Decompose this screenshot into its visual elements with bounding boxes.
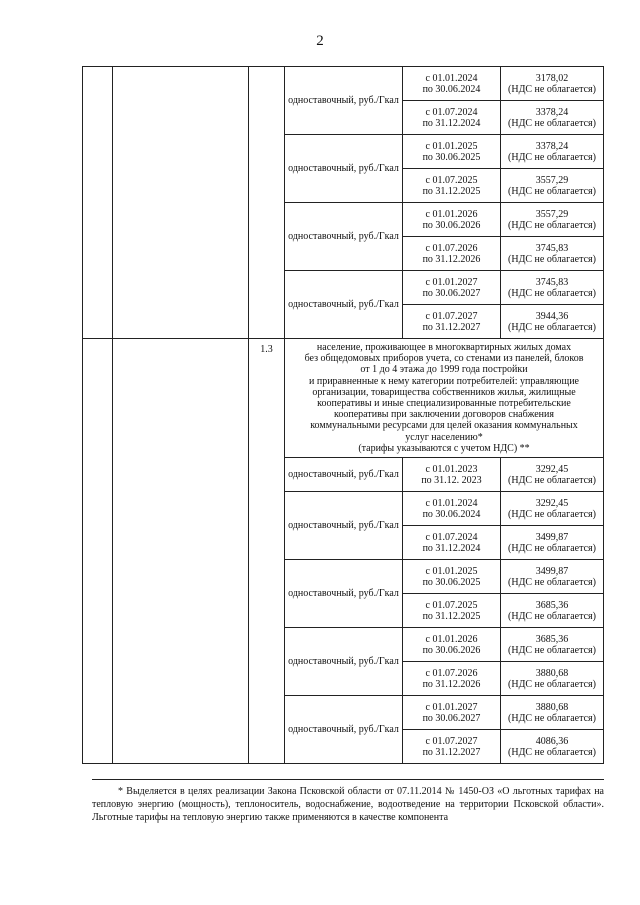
period-cell <box>403 594 501 628</box>
vat-note: (НДС не облагается) <box>508 576 596 588</box>
vat-note: (НДС не облагается) <box>508 287 596 299</box>
tariff-value: 3685,36 <box>535 633 569 645</box>
value-cell <box>501 271 604 305</box>
tariff-row <box>83 67 604 101</box>
period-cell <box>403 458 501 492</box>
period-cell <box>403 203 501 237</box>
period-from: с 01.07.2026 <box>425 242 478 254</box>
value-cell <box>501 101 604 135</box>
tariff-group-b <box>83 339 604 764</box>
value-cell <box>501 696 604 730</box>
vat-note: (НДС не облагается) <box>508 644 596 656</box>
vat-note: (НДС не облагается) <box>508 253 596 265</box>
rate-type: одноставочный, руб./Гкал <box>285 271 403 339</box>
description-line: и приравненные к нему категории потребителей: управляющие <box>309 375 579 387</box>
description-line: кооперативы при заключении договоров снабжения <box>334 409 554 421</box>
description-line: (тарифы указываются с учетом НДС) ** <box>358 442 530 454</box>
period-to: по 30.06.2026 <box>422 219 481 231</box>
period-cell <box>403 67 501 101</box>
vat-note: (НДС не облагается) <box>508 508 596 520</box>
vat-note: (НДС не облагается) <box>508 474 596 486</box>
period-from: с 01.07.2027 <box>425 735 478 747</box>
period-from: с 01.01.2027 <box>425 701 478 713</box>
period-cell <box>403 560 501 594</box>
tariff-value: 3944,36 <box>535 310 569 322</box>
value-cell <box>501 169 604 203</box>
rate-type: одноставочный, руб./Гкал <box>285 696 403 764</box>
value-cell <box>501 628 604 662</box>
vat-note: (НДС не облагается) <box>508 117 596 129</box>
value-cell <box>501 458 604 492</box>
tariff-value: 3378,24 <box>535 140 569 152</box>
tariff-value: 3499,87 <box>535 531 569 543</box>
tariff-value: 3880,68 <box>535 667 569 679</box>
tariff-value: 4086,36 <box>535 735 569 747</box>
rate-type: одноставочный, руб./Гкал <box>285 203 403 271</box>
value-cell <box>501 492 604 526</box>
period-from: с 01.01.2027 <box>425 276 478 288</box>
period-cell <box>403 696 501 730</box>
tariff-value: 3292,45 <box>535 497 569 509</box>
vat-note: (НДС не облагается) <box>508 542 596 554</box>
period-to: по 31.12. 2023 <box>421 474 482 486</box>
period-to: по 30.06.2027 <box>422 287 481 299</box>
tariff-value: 3378,24 <box>535 106 569 118</box>
period-to: по 30.06.2025 <box>422 576 481 588</box>
period-to: по 31.12.2025 <box>422 610 481 622</box>
tariff-value: 3557,29 <box>535 174 569 186</box>
rate-type: одноставочный, руб./Гкал <box>285 458 403 492</box>
tariff-value: 3292,45 <box>535 463 569 475</box>
description-line: коммунальными ресурсами для целей оказания коммунальных <box>310 420 578 432</box>
period-to: по 30.06.2027 <box>422 712 481 724</box>
rate-type: одноставочный, руб./Гкал <box>285 560 403 628</box>
vat-note: (НДС не облагается) <box>508 185 596 197</box>
footnote: * Выделяется в целях реализации Закона Псковской области от 07.11.2014 № 1450-ОЗ «О льготных тарифах на тепловую энергию (мощность), теплоноситель, водоснабжение, водоотведение на территории Псковской области». Льготные тарифы на тепловую энергию также применяются в качестве компонента <box>92 786 604 823</box>
page-number: 2 <box>316 33 324 49</box>
period-cell <box>403 135 501 169</box>
vat-note: (НДС не облагается) <box>508 610 596 622</box>
value-cell <box>501 526 604 560</box>
vat-note: (НДС не облагается) <box>508 712 596 724</box>
value-cell <box>501 203 604 237</box>
description-line: от 1 до 4 этажа до 1999 года постройки <box>360 364 528 376</box>
period-from: с 01.07.2027 <box>425 310 478 322</box>
tariff-value: 3499,87 <box>535 565 569 577</box>
period-from: с 01.01.2024 <box>425 72 478 84</box>
period-from: с 01.01.2025 <box>425 140 478 152</box>
vat-note: (НДС не облагается) <box>508 678 596 690</box>
period-to: по 31.12.2026 <box>422 253 481 265</box>
period-from: с 01.07.2025 <box>425 174 478 186</box>
vat-note: (НДС не облагается) <box>508 321 596 333</box>
description-line: население, проживающее в многоквартирных жилых домах <box>316 342 572 353</box>
period-to: по 30.06.2024 <box>422 508 481 520</box>
period-from: с 01.07.2026 <box>425 667 478 679</box>
period-cell <box>403 526 501 560</box>
period-cell <box>403 305 501 339</box>
tariff-value: 3745,83 <box>535 276 569 288</box>
period-from: с 01.07.2025 <box>425 599 478 611</box>
period-from: с 01.07.2024 <box>425 106 478 118</box>
value-cell <box>501 560 604 594</box>
rate-type: одноставочный, руб./Гкал <box>285 135 403 203</box>
period-cell <box>403 101 501 135</box>
tariff-value: 3880,68 <box>535 701 569 713</box>
vat-note: (НДС не облагается) <box>508 151 596 163</box>
footnote-divider <box>92 779 604 780</box>
period-to: по 31.12.2027 <box>422 321 481 333</box>
rate-type: одноставочный, руб./Гкал <box>285 628 403 696</box>
period-to: по 30.06.2024 <box>422 83 481 95</box>
category-row <box>83 339 604 458</box>
period-to: по 30.06.2026 <box>422 644 481 656</box>
rate-type: одноставочный, руб./Гкал <box>285 492 403 560</box>
period-from: с 01.01.2026 <box>425 208 478 220</box>
tariff-group-a <box>83 67 604 339</box>
vat-note: (НДС не облагается) <box>508 219 596 231</box>
period-to: по 31.12.2027 <box>422 746 481 758</box>
tariff-value: 3745,83 <box>535 242 569 254</box>
description-line: без общедомовых приборов учета, со стенами из панелей, блоков <box>304 353 584 365</box>
tariff-value: 3685,36 <box>535 599 569 611</box>
period-to: по 31.12.2024 <box>422 117 481 129</box>
value-cell <box>501 594 604 628</box>
number-cell <box>83 67 113 339</box>
period-cell <box>403 628 501 662</box>
period-to: по 30.06.2025 <box>422 151 481 163</box>
subnumber-cell: 1.3 <box>249 339 285 764</box>
category-cell <box>113 339 249 764</box>
value-cell <box>501 135 604 169</box>
category-cell <box>113 67 249 339</box>
period-to: по 31.12.2026 <box>422 678 481 690</box>
description-line: организации, товарищества собственников жилья, жилищные <box>312 386 576 398</box>
period-to: по 31.12.2024 <box>422 542 481 554</box>
period-from: с 01.01.2025 <box>425 565 478 577</box>
vat-note: (НДС не облагается) <box>508 83 596 95</box>
tariff-table <box>82 66 604 764</box>
value-cell <box>501 67 604 101</box>
period-from: с 01.01.2024 <box>425 497 478 509</box>
period-to: по 31.12.2025 <box>422 185 481 197</box>
value-cell <box>501 237 604 271</box>
number-cell <box>83 339 113 764</box>
description-line: кооперативы и иные специализированные потребительские <box>317 398 571 410</box>
period-from: с 01.01.2023 <box>425 463 478 475</box>
vat-note: (НДС не облагается) <box>508 746 596 758</box>
tariff-value: 3178,02 <box>535 72 569 84</box>
period-cell <box>403 169 501 203</box>
period-cell <box>403 662 501 696</box>
period-cell <box>403 271 501 305</box>
value-cell <box>501 662 604 696</box>
rate-type: одноставочный, руб./Гкал <box>285 67 403 135</box>
category-description <box>285 339 604 458</box>
value-cell <box>501 730 604 764</box>
period-cell <box>403 237 501 271</box>
period-cell <box>403 730 501 764</box>
description-line: услуг населению* <box>405 431 483 443</box>
period-from: с 01.01.2026 <box>425 633 478 645</box>
tariff-value: 3557,29 <box>535 208 569 220</box>
value-cell <box>501 305 604 339</box>
period-cell <box>403 492 501 526</box>
period-from: с 01.07.2024 <box>425 531 478 543</box>
subnumber-cell <box>249 67 285 339</box>
